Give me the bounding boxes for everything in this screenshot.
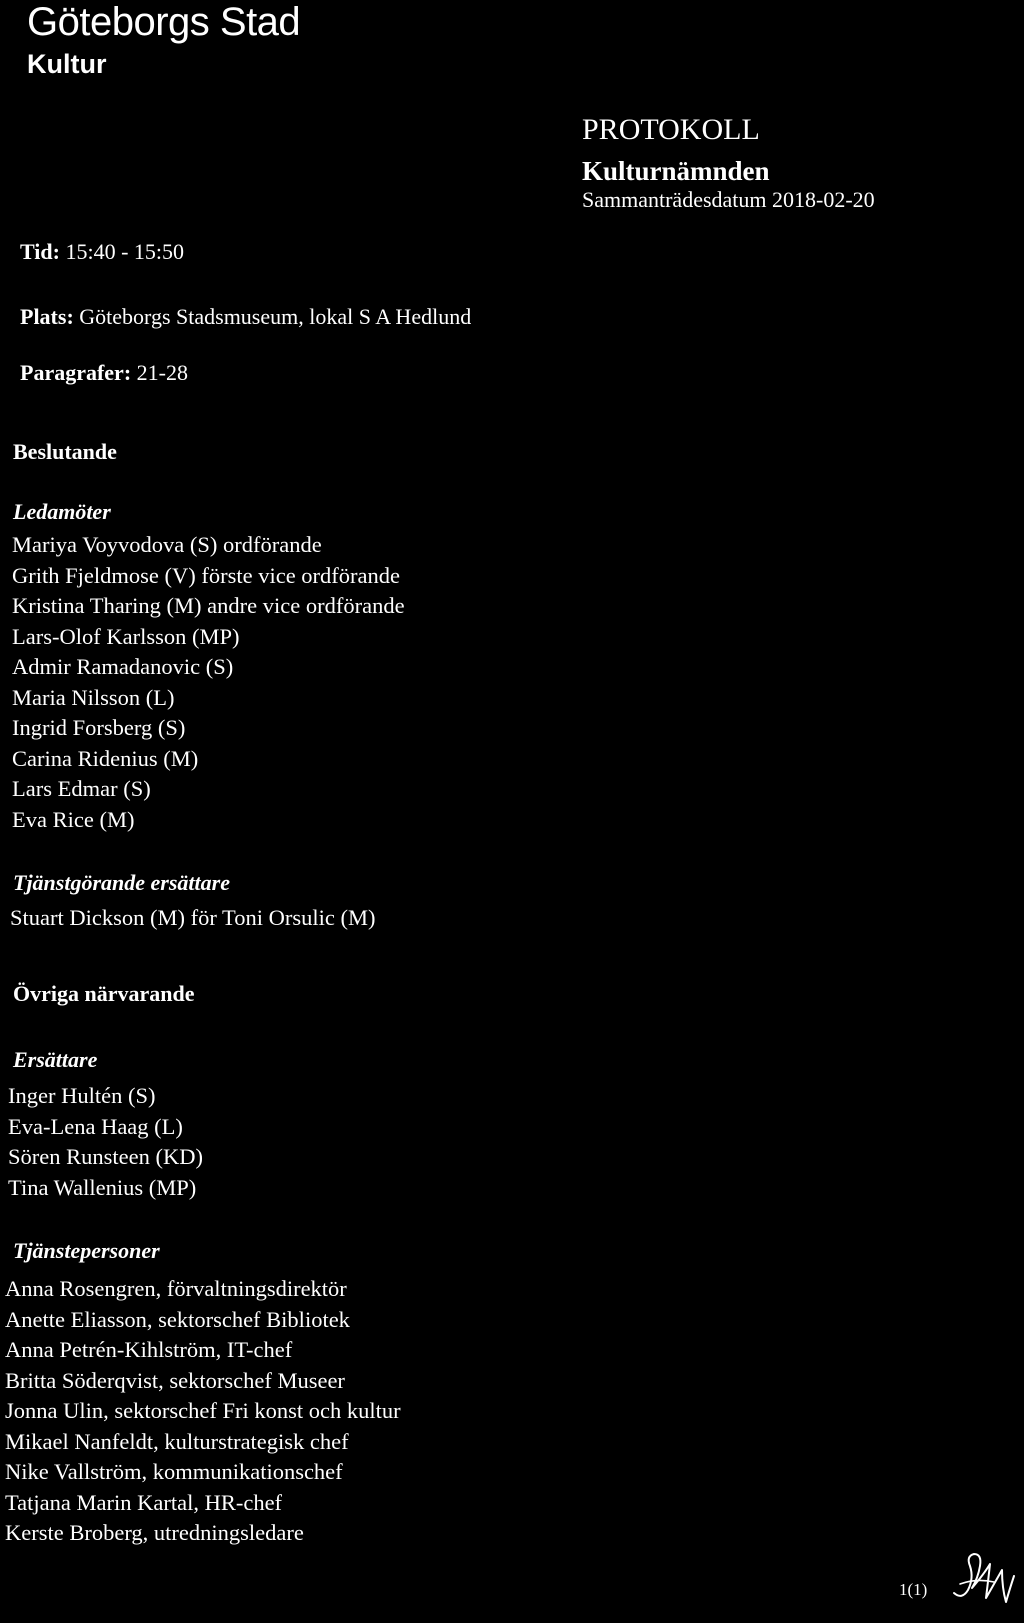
substitutes-list (8, 1081, 203, 1203)
decision-makers-title: Beslutande (13, 439, 117, 464)
meeting-place (20, 304, 471, 330)
committee-name: Kulturnämnden (582, 156, 770, 186)
list-item: Kristina Tharing (M) andre vice ordförande (12, 593, 405, 618)
officials-title: Tjänstepersoner (13, 1238, 160, 1263)
list-item: Mariya Voyvodova (S) ordförande (12, 532, 322, 557)
list-item: Tatjana Marin Kartal, HR-chef (5, 1489, 283, 1515)
members-list (12, 530, 405, 835)
meeting-place-label: Plats: (20, 304, 74, 329)
list-item: Lars-Olof Karlsson (MP) (12, 623, 240, 649)
list-item: Mikael Nanfeldt, kulturstrategisk chef (5, 1428, 349, 1454)
list-item: Tina Wallenius (MP) (8, 1174, 197, 1200)
meeting-time (20, 239, 184, 265)
list-item: Britta Söderqvist, sektorschef Museer (5, 1367, 345, 1393)
list-item: Anette Eliasson, sektorschef Bibliotek (5, 1306, 350, 1332)
meeting-time-label: Tid: (20, 239, 60, 264)
substitutes-title: Ersättare (13, 1047, 98, 1072)
list-item: Nike Vallström, kommunikationschef (5, 1459, 343, 1484)
meeting-time-value: 15:40 - 15:50 (65, 239, 185, 264)
list-item: Carina Ridenius (M) (12, 745, 199, 771)
officials-list (5, 1274, 401, 1549)
document-type: PROTOKOLL (582, 113, 760, 146)
meeting-paragraphs-value: 21-28 (136, 360, 188, 385)
list-item: Eva Rice (M) (12, 806, 135, 832)
meeting-paragraphs (20, 360, 188, 386)
list-item: Lars Edmar (S) (12, 776, 151, 801)
organization-header (27, 0, 300, 80)
list-item: Inger Hultén (S) (8, 1083, 156, 1108)
others-present-title: Övriga närvarande (13, 981, 195, 1006)
list-item: Kerste Broberg, utredningsledare (5, 1520, 304, 1545)
organization-unit: Kultur (27, 49, 107, 79)
organization-name: Göteborgs Stad (27, 0, 301, 44)
document-header (582, 112, 875, 213)
list-item: Ingrid Forsberg (S) (12, 715, 186, 740)
handwritten-signature (950, 1548, 1020, 1623)
serving-substitutes-list (10, 903, 375, 934)
list-item: Eva-Lena Haag (L) (8, 1113, 183, 1139)
meeting-date: Sammanträdesdatum 2018-02-20 (582, 187, 875, 212)
page-number: 1(1) (899, 1580, 928, 1599)
list-item: Stuart Dickson (M) för Toni Orsulic (M) (10, 905, 376, 930)
list-item: Sören Runsteen (KD) (8, 1144, 203, 1169)
list-item: Jonna Ulin, sektorschef Fri konst och kultur (5, 1398, 401, 1423)
members-title: Ledamöter (13, 499, 111, 524)
list-item: Grith Fjeldmose (V) förste vice ordförande (12, 562, 401, 588)
meeting-place-value: Göteborgs Stadsmuseum, lokal S A Hedlund (79, 304, 472, 329)
list-item: Anna Rosengren, förvaltningsdirektör (5, 1276, 347, 1301)
list-item: Anna Petrén-Kihlström, IT-chef (5, 1337, 293, 1362)
meeting-paragraphs-label: Paragrafer: (20, 360, 132, 385)
signature-drawing (950, 1548, 1020, 1618)
list-item: Maria Nilsson (L) (12, 684, 175, 710)
serving-substitutes-title: Tjänstgörande ersättare (13, 870, 230, 895)
list-item: Admir Ramadanovic (S) (12, 654, 234, 679)
